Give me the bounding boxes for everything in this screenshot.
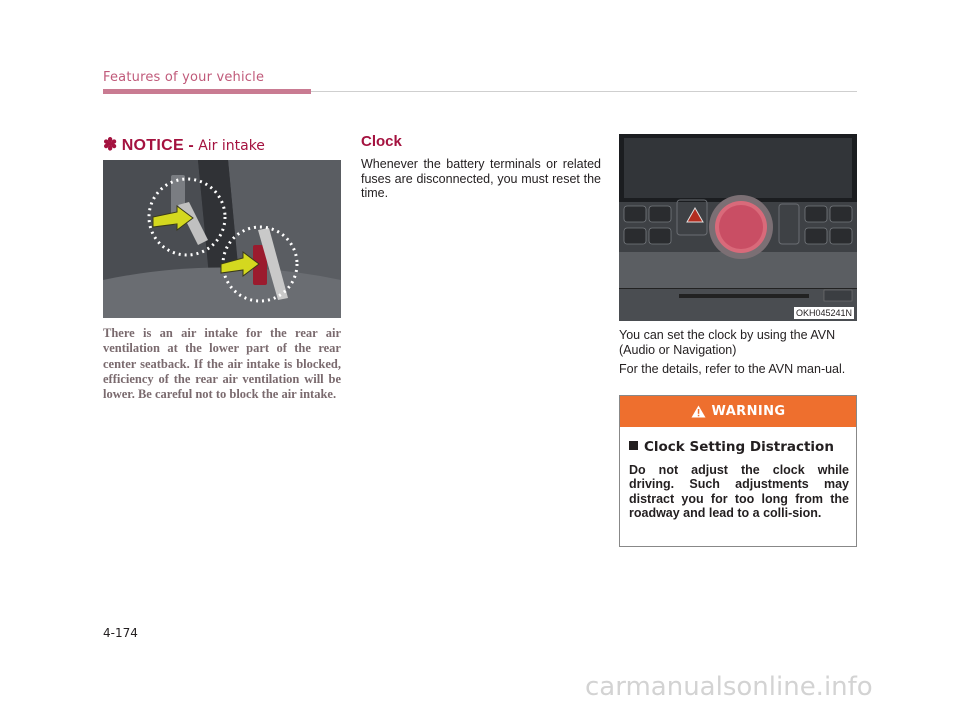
- warning-body-text: Do not adjust the clock while driving. Such adjustments may distract you for too long from the roadway and lead to a colli-sion.: [629, 463, 849, 520]
- header-divider: [311, 91, 857, 92]
- warning-triangle-icon: [691, 405, 706, 418]
- avn-paragraph-2: For the details, refer to the AVN man-ual.: [619, 362, 846, 376]
- header-accent-rule: [103, 89, 311, 94]
- warning-title-text: Clock Setting Distraction: [644, 439, 834, 455]
- avn-paragraph-1: You can set the clock by using the AVN (Audio or Navigation): [619, 328, 836, 357]
- notice-heading: [103, 135, 265, 155]
- warning-header: [620, 396, 856, 427]
- notice-dash: -: [188, 137, 194, 154]
- avn-climate-panel-photo: [619, 134, 857, 321]
- watermark-text: carmanualsonline.info: [585, 672, 873, 702]
- notice-label: NOTICE: [121, 137, 184, 154]
- figure-code: OKH045241N: [795, 308, 852, 318]
- clock-heading: Clock: [361, 133, 402, 150]
- notice-body-text: There is an air intake for the rear air ventilation at the lower part of the rear center seatback. If the air intake is blocked, efficiency of the rear air ventilation will be lower. Be careful not to block the air intake.: [103, 326, 341, 402]
- warning-box: [619, 395, 857, 547]
- notice-star-icon: ✽: [103, 135, 118, 154]
- rear-seat-air-intake-photo: [103, 160, 341, 318]
- section-header: Features of your vehicle: [103, 70, 265, 85]
- page-number: 4-174: [103, 626, 138, 640]
- bullet-square-icon: [629, 441, 638, 450]
- warning-label: WARNING: [711, 404, 786, 419]
- warning-title: [629, 439, 834, 455]
- notice-subtitle: Air intake: [198, 138, 265, 154]
- clock-body-text: Whenever the battery terminals or related fuses are disconnected, you must reset the time.: [361, 157, 601, 200]
